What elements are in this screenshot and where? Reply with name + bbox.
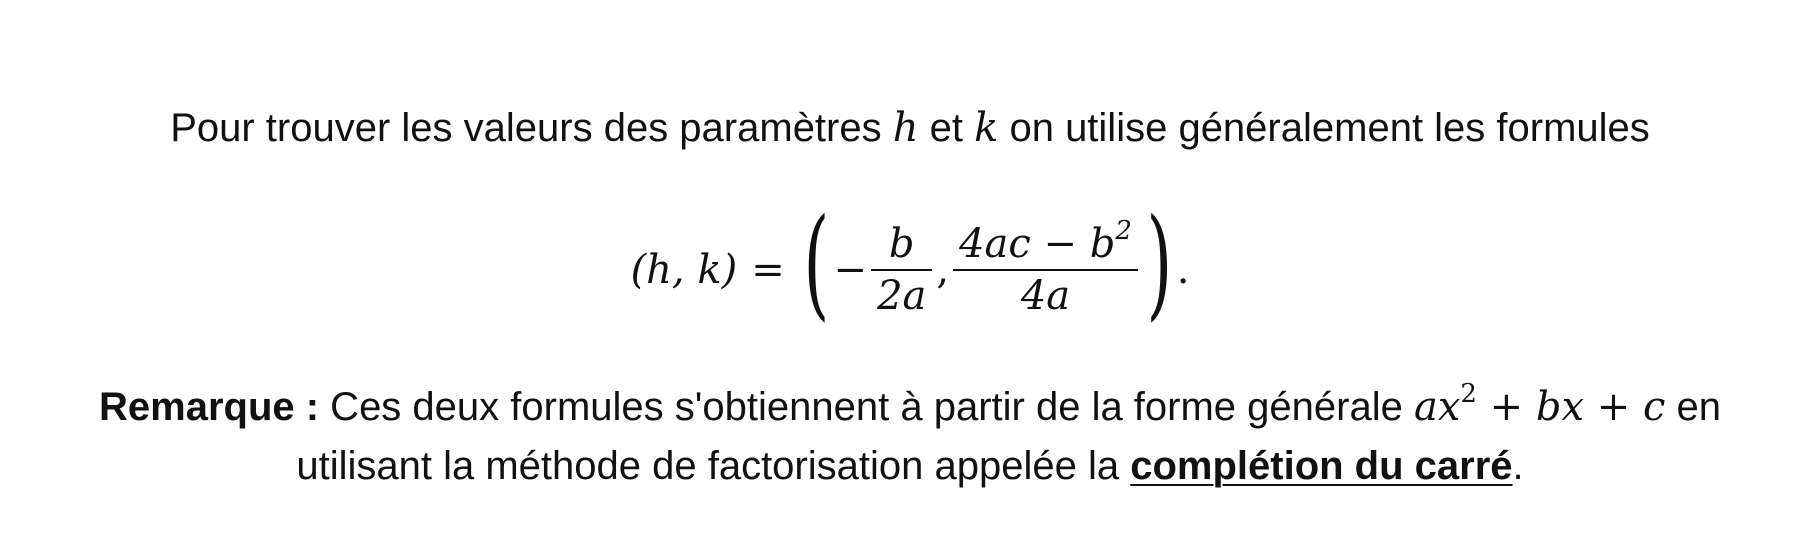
left-paren: ( bbox=[803, 194, 830, 333]
intro-text-after: on utilise généralement les formules bbox=[998, 106, 1650, 150]
remark-line-1 bbox=[0, 379, 1820, 431]
general-form-rest: + bx + c bbox=[1476, 384, 1666, 430]
general-form-exponent: 2 bbox=[1460, 379, 1477, 409]
fraction-h-denominator: 2a bbox=[877, 273, 927, 319]
intro-text-before: Pour trouver les valeurs des paramètres bbox=[170, 106, 893, 150]
formula-minus: − bbox=[833, 247, 868, 293]
formula-period: . bbox=[1176, 247, 1190, 293]
remark-end-period: . bbox=[1512, 444, 1524, 488]
vertex-formula bbox=[0, 194, 1820, 333]
fraction-k-denominator: 4a bbox=[1020, 273, 1071, 319]
fraction-k-numerator bbox=[953, 216, 1138, 269]
fraction-k bbox=[953, 216, 1138, 321]
completion-du-carre-link[interactable]: complétion du carré bbox=[1130, 444, 1513, 488]
remark-text-after: en bbox=[1665, 385, 1721, 429]
remark-line-2 bbox=[0, 442, 1820, 490]
fraction-h bbox=[871, 219, 932, 321]
intro-paragraph bbox=[0, 104, 1820, 152]
fraction-k-numerator-text: 4ac − b bbox=[959, 221, 1116, 267]
variable-k: k bbox=[974, 105, 999, 151]
remark-line2-text: utilisant la méthode de factorisation appelée la bbox=[296, 444, 1131, 488]
right-paren: ) bbox=[1146, 194, 1173, 333]
variable-h: h bbox=[892, 105, 919, 151]
fraction-k-exponent: 2 bbox=[1115, 216, 1132, 246]
fraction-h-numerator: b bbox=[888, 221, 915, 267]
formula-comma: , bbox=[936, 247, 950, 293]
general-form-ax: ax bbox=[1413, 384, 1461, 430]
intro-text-et: et bbox=[918, 106, 975, 150]
remark-label: Remarque : bbox=[99, 385, 320, 429]
formula-lhs: (h, k) bbox=[630, 247, 738, 293]
formula-equals: = bbox=[751, 247, 785, 293]
remark-text-before: Ces deux formules s'obtiennent à partir de la forme générale bbox=[319, 385, 1414, 429]
